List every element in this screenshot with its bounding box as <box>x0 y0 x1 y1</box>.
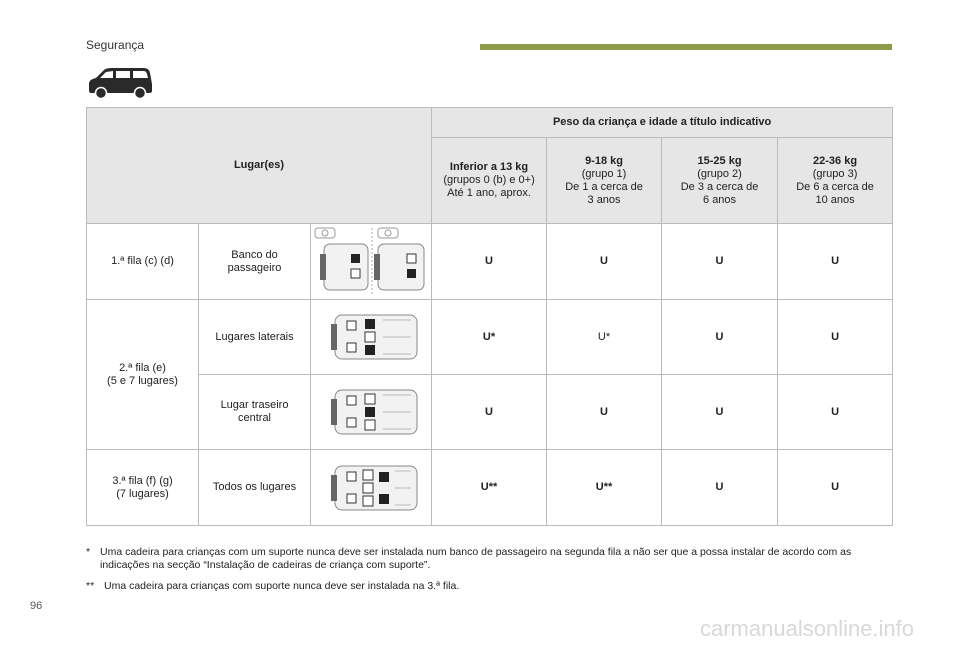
seat-diagram-row3 <box>311 450 432 526</box>
car-topview-icon <box>321 387 421 437</box>
table-row <box>87 300 893 375</box>
seat-diagram-row2-lateral <box>311 300 432 375</box>
car-icon <box>86 66 154 100</box>
footnote-2: ** Uma cadeira para crianças com suporte nunca deve ser instalada na 3.ª fila. <box>86 580 460 592</box>
car-topview-icon <box>321 312 421 362</box>
value-cell: U** <box>432 450 547 526</box>
value-cell: U <box>662 300 778 375</box>
value-cell: U <box>778 224 893 300</box>
child-seat-table <box>86 107 893 526</box>
seat-label: Lugares laterais <box>199 300 311 375</box>
seat-label: Lugar traseiro central <box>199 375 311 450</box>
table-row <box>87 375 893 450</box>
value-cell: U <box>778 300 893 375</box>
value-cell: U** <box>547 450 662 526</box>
value-cell: U <box>662 375 778 450</box>
value-cell: U <box>547 375 662 450</box>
value-cell: U <box>662 224 778 300</box>
value-cell: U <box>432 224 547 300</box>
table-row <box>87 224 893 300</box>
seat-diagram-front <box>311 224 432 300</box>
value-cell: U <box>662 450 778 526</box>
row-label: 2.ª fila (e) (5 e 7 lugares) <box>87 300 199 450</box>
group-header-3: 22-36 kg (grupo 3) De 6 a cerca de 10 anos <box>778 138 893 224</box>
page-number: 96 <box>30 600 43 612</box>
footnotes <box>86 546 892 601</box>
car-topview-icon <box>312 226 430 298</box>
car-topview-icon <box>321 463 421 513</box>
value-cell: U <box>432 375 547 450</box>
value-cell: U <box>778 375 893 450</box>
row-label: 1.ª fila (c) (d) <box>87 224 199 300</box>
section-title: Segurança <box>86 38 145 52</box>
watermark: carmanualsonline.info <box>700 616 915 641</box>
table-row <box>87 450 893 526</box>
group-header-2: 15-25 kg (grupo 2) De 3 a cerca de 6 anos <box>662 138 778 224</box>
weight-header: Peso da criança e idade a título indicativo <box>432 108 893 138</box>
seat-label: Banco do passageiro <box>199 224 311 300</box>
value-cell: U* <box>547 300 662 375</box>
value-cell: U <box>547 224 662 300</box>
group-header-0: Inferior a 13 kg (grupos 0 (b) e 0+) Até 1 ano, aprox. <box>432 138 547 224</box>
seat-label: Todos os lugares <box>199 450 311 526</box>
seat-diagram-row2-central <box>311 375 432 450</box>
value-cell: U* <box>432 300 547 375</box>
place-header: Lugar(es) <box>87 108 432 224</box>
row-label: 3.ª fila (f) (g) (7 lugares) <box>87 450 199 526</box>
footnote-1: * Uma cadeira para crianças com um suporte nunca deve ser instalada num banco de passageiro na segunda fila a não ser que a possa instalar de acordo com as indicações na secção “Instalação de cadeiras de criança com suporte”. <box>86 546 852 571</box>
group-header-1: 9-18 kg (grupo 1) De 1 a cerca de 3 anos <box>547 138 662 224</box>
section-accent-bar <box>480 44 892 50</box>
value-cell: U <box>778 450 893 526</box>
